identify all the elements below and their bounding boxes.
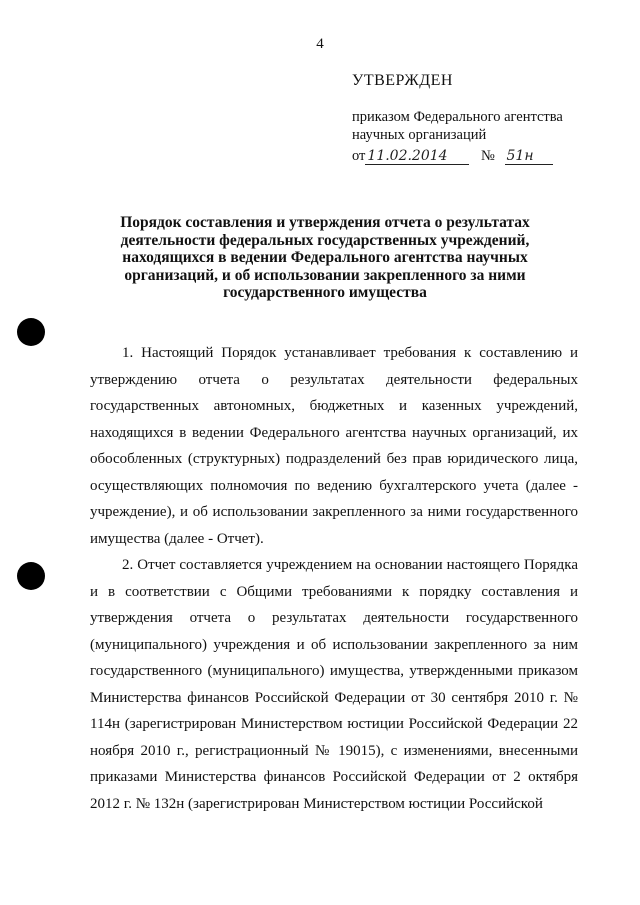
order-line-1: приказом Федерального агентства <box>352 109 563 125</box>
handwritten-date: 11.02.2014 <box>365 148 469 165</box>
date-prefix: от <box>352 148 366 164</box>
order-line-2: научных организаций <box>352 127 487 143</box>
page-number: 4 <box>316 36 324 52</box>
approval-heading: УТВЕРЖДЕН <box>352 72 453 89</box>
number-label: № <box>481 148 495 164</box>
handwritten-number: 51н <box>505 148 553 165</box>
document-body <box>90 340 578 817</box>
document-title: Порядок составления и утверждения отчета о результатах деятельности федеральных государственных учреждений, находящихся в ведении Федерального агентства научных организаций, и об использовании закрепленного за ними государственного имущества <box>120 214 530 301</box>
paragraph-2: 2. Отчет составляется учреждением на основании настоящего Порядка и в соответствии с Общими требованиями к порядку составления и утверждения отчета о результатах деятельности государственного (муниципального) учреждения и об использовании закрепленного за ним государственного (муниципального) имущества, утвержденными приказом Министерства финансов Российской Федерации от 30 сентября 2010 г. № 114н (зарегистрирован Министерством юстиции Российской Федерации 22 ноября 2010 г., регистрационный № 19015), с изменениями, внесенными приказами Министерства финансов Российской Федерации от 2 октября 2012 г. № 132н (зарегистрирован Министерством юстиции Российской <box>90 557 578 812</box>
paragraph-1: 1. Настоящий Порядок устанавливает требования к составлению и утверждению отчета о результатах деятельности федеральных государственных автономных, бюджетных и казенных учреждений, находящихся в ведении Федерального агентства научных организаций, их обособленных (структурных) подразделений без прав юридического лица, осуществляющих полномочия по ведению бухгалтерского учета (далее - учреждение), и об использовании закрепленного за ними государственного имущества (далее - Отчет). <box>90 345 578 547</box>
order-date-line <box>352 148 622 165</box>
punch-hole-1 <box>17 318 45 346</box>
punch-hole-2 <box>17 562 45 590</box>
approval-block <box>352 72 622 165</box>
